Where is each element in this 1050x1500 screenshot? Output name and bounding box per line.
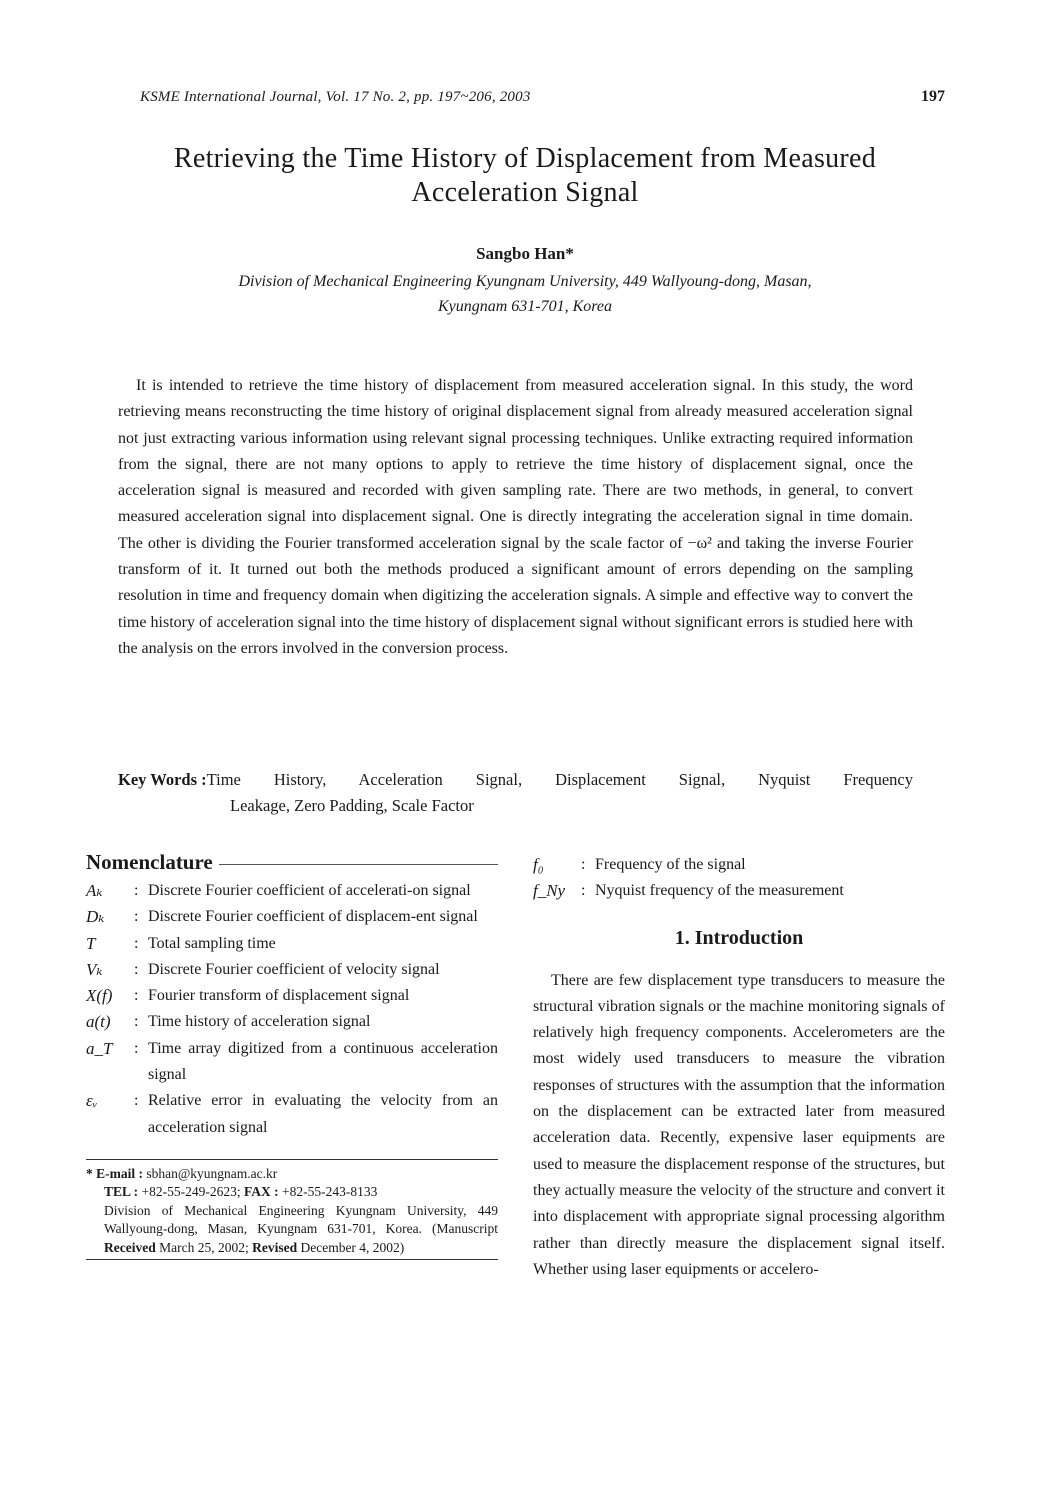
tel-number: +82-55-249-2623; — [141, 1184, 241, 1200]
footnote-bottom-rule — [86, 1259, 498, 1260]
left-column — [86, 848, 498, 1260]
page-number: 197 — [921, 88, 945, 105]
received-date: March 25, 2002; — [159, 1239, 249, 1255]
right-column — [533, 850, 945, 1283]
nomenclature-item — [86, 983, 498, 1009]
nomenclature-item — [86, 957, 498, 983]
nomenclature-item — [86, 1088, 498, 1141]
nomenclature-colon: : — [134, 908, 139, 926]
journal-citation: KSME International Journal, Vol. 17 No. 2, pp. 197~206, 2003 — [140, 89, 531, 105]
author-name: Sangbo Han* — [476, 244, 574, 263]
footnote-rule — [86, 1159, 498, 1160]
email-address: sbhan@kyungnam.ac.kr — [146, 1165, 278, 1181]
nomenclature-list-continued — [533, 852, 945, 905]
keywords-label: Key Words : — [118, 770, 207, 789]
nomenclature-definition: Time array digitized from a continuous acceleration signal — [148, 1039, 498, 1084]
nomenclature-colon: : — [581, 882, 586, 900]
footnote — [86, 1165, 498, 1258]
nomenclature-item — [533, 878, 945, 904]
received-label: Received — [104, 1239, 156, 1255]
keywords-line-2: Leakage, Zero Padding, Scale Factor — [230, 796, 474, 815]
nomenclature-definition: Discrete Fourier coefficient of displacem-ent signal — [148, 908, 478, 926]
nomenclature-colon: : — [134, 1092, 139, 1110]
heading-rule — [219, 864, 498, 865]
affiliation-line-1: Division of Mechanical Engineering Kyungnam University, 449 Wallyoung-dong, Masan, — [238, 273, 812, 290]
title-line-1: Retrieving the Time History of Displacement from Measured — [173, 143, 877, 174]
nomenclature-item — [86, 878, 498, 904]
nomenclature-symbol: Vₖ — [86, 959, 103, 979]
affiliation-line-2: Kyungnam 631-701, Korea — [437, 298, 613, 315]
nomenclature-definition: Fourier transform of displacement signal — [148, 987, 410, 1005]
nomenclature-symbol: Dₖ — [86, 907, 105, 927]
keywords-line-1: Time History, Acceleration Signal, Displacement Signal, Nyquist Frequency — [206, 770, 913, 789]
nomenclature-colon: : — [134, 960, 139, 978]
nomenclature-colon: : — [581, 856, 586, 873]
affiliation — [100, 269, 950, 319]
email-label: * E-mail : — [86, 1165, 143, 1181]
nomenclature-colon: : — [134, 882, 139, 899]
nomenclature-symbol: f_Ny — [533, 881, 566, 901]
tel-label: TEL : — [104, 1184, 139, 1200]
nomenclature-definition: Total sampling time — [148, 934, 276, 952]
nomenclature-symbol: Aₖ — [86, 881, 103, 900]
title-line-2: Acceleration Signal — [411, 177, 639, 208]
keywords — [118, 767, 913, 819]
nomenclature-symbol: εᵥ — [86, 1091, 98, 1111]
nomenclature-symbol: T — [86, 933, 96, 953]
nomenclature-definition: Nyquist frequency of the measurement — [595, 882, 844, 900]
nomenclature-definition: Frequency of the signal — [595, 856, 746, 873]
nomenclature-title: Nomenclature — [86, 849, 213, 874]
paper-title — [60, 142, 990, 210]
nomenclature-colon: : — [134, 1013, 139, 1031]
nomenclature-item — [86, 1009, 498, 1035]
nomenclature-heading — [86, 848, 498, 876]
nomenclature-colon: : — [134, 1039, 139, 1057]
nomenclature-colon: : — [134, 987, 139, 1005]
revised-date: December 4, 2002) — [300, 1239, 405, 1255]
nomenclature-symbol: a_T — [86, 1038, 113, 1058]
fax-number: +82-55-243-8133 — [282, 1184, 378, 1200]
nomenclature-symbol: f₀ — [533, 855, 544, 874]
nomenclature-symbol: a(t) — [86, 1012, 111, 1032]
nomenclature-item — [86, 1036, 498, 1089]
abstract: It is intended to retrieve the time history of displacement from measured acceleration signal. In this study, the word retrieving means reconstructing the time history of original displacement signal from already measured acceleration signal not just extracting various information using relevant signal processing techniques. Unlike extracting required information from the signal, there are not many options to apply to retrieve the time history of displacement signal, once the acceleration signal is measured and recorded with given sampling rate. There are two methods, in general, to convert measured acceleration signal into displacement signal. One is directly integrating the acceleration signal in time domain. The other is dividing the Fourier transformed acceleration signal by the scale factor of −ω² and taking the inverse Fourier transform of it. It turned out both the methods produced a significant amount of errors depending on the sampling resolution in time and frequency domain when digitizing the acceleration signals. A simple and effective way to convert the time history of acceleration signal into the time history of displacement signal without significant errors is studied here with the analysis on the errors involved in the conversion process. — [118, 377, 913, 657]
revised-label: Revised — [252, 1239, 298, 1255]
nomenclature-symbol: X(f) — [86, 986, 113, 1006]
fax-label: FAX : — [244, 1184, 279, 1200]
introduction-text: There are few displacement type transducers to measure the structural vibration signals or the machine monitoring signals of relatively high frequency components. Accelerometers are the most widely used transducers to measure the vibration responses of structures with the assumption that the information on the displacement can be extracted later from measured acceleration data. Recently, expensive laser equipments are used to measure the displacement response of the structures, but they actually measure the velocity of the structure and convert it into displacement with appropriate signal processing algorithm rather than directly measure the displacement signal itself. Whether using laser equipments or accelero- — [533, 971, 945, 1278]
nomenclature-item — [86, 931, 498, 957]
nomenclature-list — [86, 878, 498, 1141]
nomenclature-colon: : — [134, 934, 139, 952]
nomenclature-definition: Time history of acceleration signal — [148, 1013, 371, 1031]
nomenclature-item — [533, 852, 945, 878]
nomenclature-definition: Discrete Fourier coefficient of velocity signal — [148, 960, 440, 978]
nomenclature-item — [86, 904, 498, 930]
nomenclature-definition: Relative error in evaluating the velocity from an acceleration signal — [148, 1092, 498, 1136]
section-heading-introduction: 1. Introduction — [674, 926, 804, 949]
nomenclature-definition: Discrete Fourier coefficient of accelerati-on signal — [148, 882, 471, 899]
footnote-address: Division of Mechanical Engineering Kyungnam University, 449 Wallyoung-dong, Masan, Kyungnam 631-701, Korea. (Manuscript — [104, 1202, 498, 1237]
